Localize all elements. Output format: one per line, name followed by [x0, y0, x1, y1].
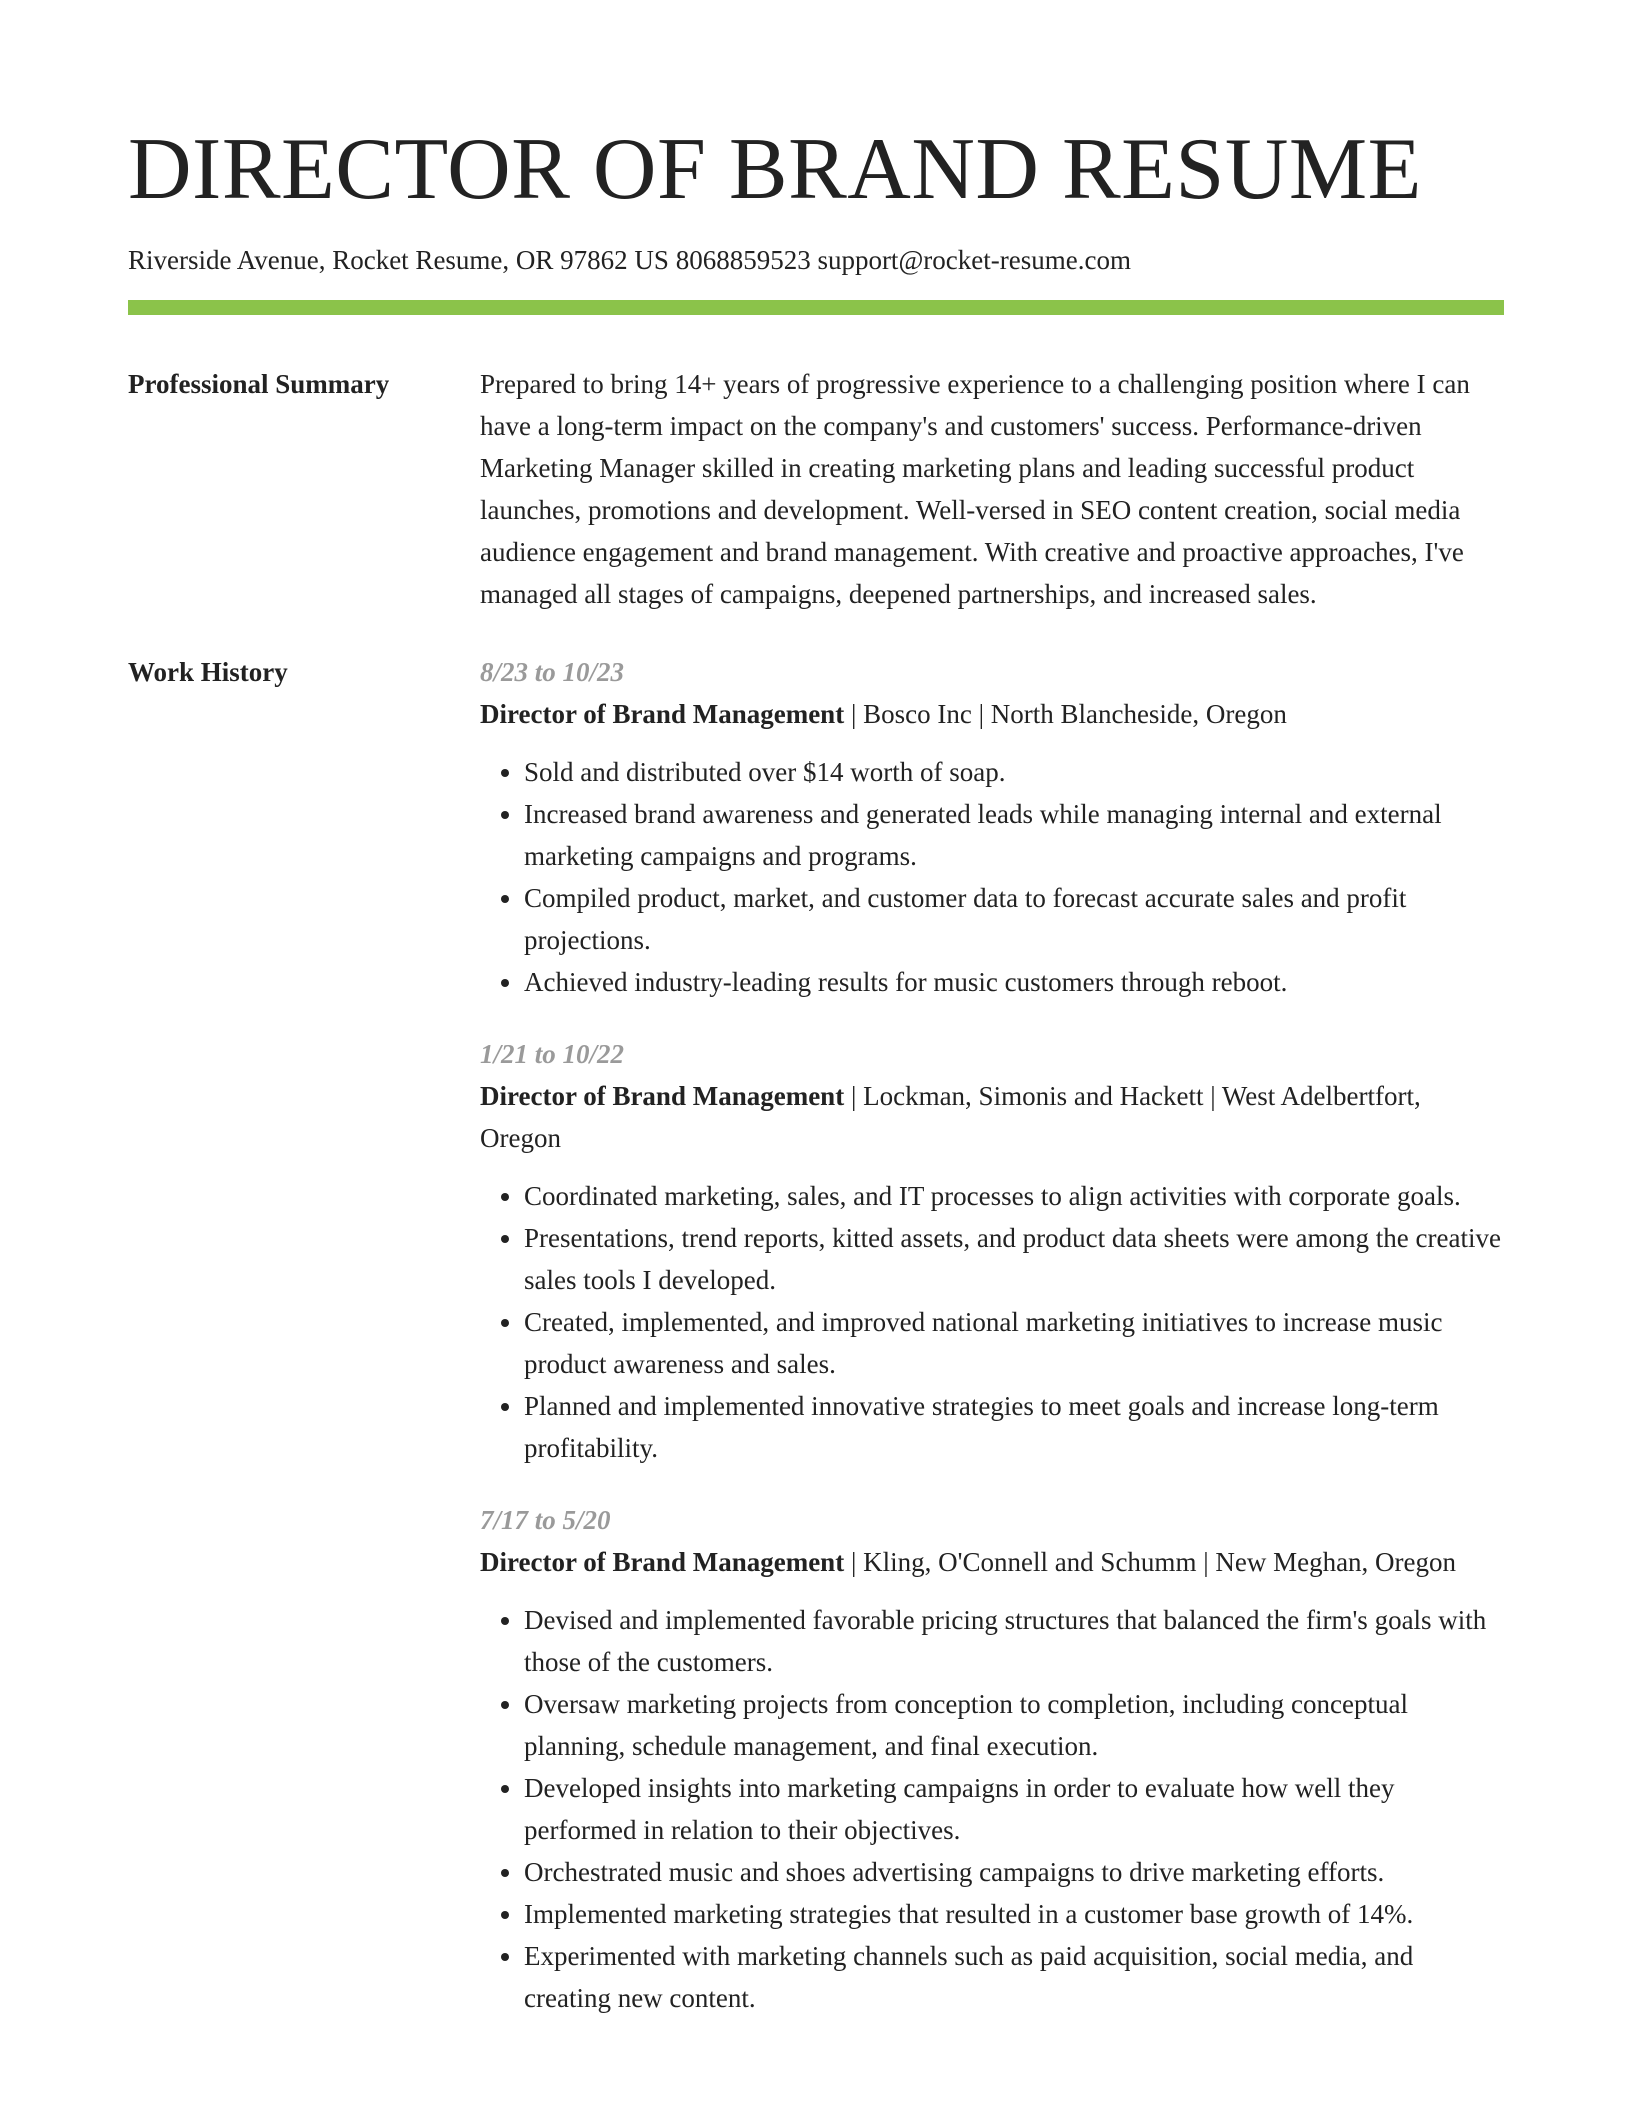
job-company-location: | Lockman, Simonis and Hackett | West Adelbertfort, Oregon — [480, 1081, 1421, 1153]
job-entry — [480, 651, 1504, 1003]
job-company-location: | Kling, O'Connell and Schumm | New Meghan, Oregon — [844, 1547, 1457, 1577]
job-dates: 8/23 to 10/23 — [480, 657, 625, 687]
job-bullet: • Devised and implemented favorable pricing structures that balanced the firm's goals with those of the customers. — [524, 1599, 1504, 1683]
job-bullet: • Sold and distributed over $14 worth of soap. — [524, 751, 1504, 793]
job-bullet: • Developed insights into marketing campaigns in order to evaluate how well they performed in relation to their objectives. — [524, 1767, 1504, 1851]
summary-body — [480, 363, 1504, 615]
contact-address: Riverside Avenue, Rocket Resume, OR 97862 US — [128, 245, 669, 275]
job-entry — [480, 1499, 1504, 2019]
section-label-summary: Professional Summary — [128, 369, 390, 399]
job-bullet: • Compiled product, market, and customer data to forecast accurate sales and profit projections. — [524, 877, 1504, 961]
job-heading — [480, 1075, 1504, 1159]
contact-email: support@rocket-resume.com — [817, 245, 1131, 275]
job-bullet: • Oversaw marketing projects from conception to completion, including conceptual planning, schedule management, and final execution. — [524, 1683, 1504, 1767]
job-title: Director of Brand Management — [480, 699, 845, 729]
job-heading — [480, 693, 1504, 735]
professional-summary-section — [128, 363, 1504, 615]
job-title: Director of Brand Management — [480, 1547, 845, 1577]
work-history-section — [128, 651, 1504, 2049]
job-bullet-list — [480, 751, 1504, 1003]
job-entry — [480, 1033, 1504, 1469]
job-heading — [480, 1541, 1504, 1583]
job-bullet: • Experimented with marketing channels such as paid acquisition, social media, and creating new content. — [524, 1935, 1504, 2019]
job-bullet: • Planned and implemented innovative strategies to meet goals and increase long-term profitability. — [524, 1385, 1504, 1469]
job-bullet: • Achieved industry-leading results for music customers through reboot. — [524, 961, 1504, 1003]
resume-title: DIRECTOR OF BRAND RESUME — [128, 121, 1422, 218]
job-bullet: • Implemented marketing strategies that resulted in a customer base growth of 14%. — [524, 1893, 1504, 1935]
work-history-body — [480, 651, 1504, 2049]
job-bullet-list — [480, 1175, 1504, 1469]
summary-text: Prepared to bring 14+ years of progressive experience to a challenging position where I can have a long-term impact on the company's and customers' success. Performance-driven Marketing Manager skilled in creating marketing plans and leading successful product launches, promotions and development. Well-versed in SEO content creation, social media audience engagement and brand management. With creative and proactive approaches, I've managed all stages of campaigns, deepened partnerships, and increased sales. — [480, 369, 1470, 609]
section-label-work-history: Work History — [128, 657, 288, 687]
job-company-location: | Bosco Inc | North Blancheside, Oregon — [844, 699, 1287, 729]
resume-page — [128, 0, 1504, 2049]
job-dates: 7/17 to 5/20 — [480, 1505, 611, 1535]
job-dates: 1/21 to 10/22 — [480, 1039, 625, 1069]
job-bullet: • Increased brand awareness and generated leads while managing internal and external marketing campaigns and programs. — [524, 793, 1504, 877]
accent-divider — [128, 300, 1504, 315]
contact-line — [128, 242, 1504, 278]
job-bullet: • Presentations, trend reports, kitted assets, and product data sheets were among the creative sales tools I developed. — [524, 1217, 1504, 1301]
job-bullet: • Orchestrated music and shoes advertising campaigns to drive marketing efforts. — [524, 1851, 1504, 1893]
job-bullet: • Coordinated marketing, sales, and IT processes to align activities with corporate goals. — [524, 1175, 1504, 1217]
job-bullet-list — [480, 1599, 1504, 2019]
contact-phone: 8068859523 — [675, 245, 811, 275]
job-title: Director of Brand Management — [480, 1081, 845, 1111]
job-bullet: • Created, implemented, and improved national marketing initiatives to increase music product awareness and sales. — [524, 1301, 1504, 1385]
